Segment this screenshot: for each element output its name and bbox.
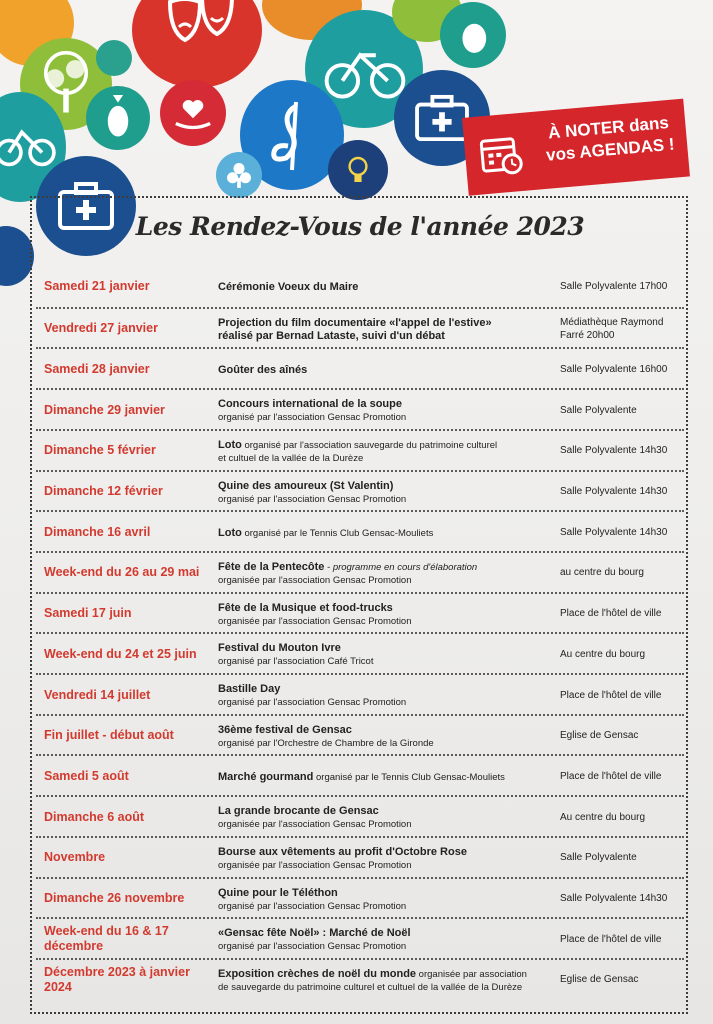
table-row: [36, 388, 684, 428]
bubble-masks: [132, 0, 262, 88]
event-details: [218, 431, 558, 471]
event-note: - programme en cours d'élaboration: [324, 561, 478, 573]
event-date: [44, 594, 216, 634]
badge-line-1: À NOTER dans: [547, 113, 670, 143]
event-date: [44, 675, 216, 715]
event-place: [560, 838, 684, 878]
table-row: [36, 754, 684, 794]
event-date: [44, 634, 216, 674]
event-place-text: Salle Polyvalente 14h30: [560, 526, 668, 538]
event-title: Projection du film documentaire «l'appel de l'estive»: [218, 316, 492, 329]
event-date: [44, 919, 216, 959]
event-place-text: Salle Polyvalente 14h30: [560, 486, 668, 497]
event-title: Goûter des aînés: [218, 363, 308, 376]
event-title: La grande brocante de Gensac: [218, 805, 379, 818]
event-title: Quine des amoureux (St Valentin): [218, 479, 394, 492]
event-details: [218, 309, 558, 349]
event-date: [44, 431, 216, 471]
event-date-text: Week-end du 26 au 29 mai: [44, 565, 200, 580]
event-date-text: Dimanche 26 novembre: [44, 891, 185, 905]
event-date-text: Dimanche 5 février: [44, 443, 156, 458]
bubble-fish-right: [440, 2, 506, 68]
event-date-text: Dimanche 12 février: [44, 484, 163, 498]
event-date-text: Samedi 17 juin: [44, 606, 132, 621]
table-row: [36, 917, 684, 957]
event-date-text: Dimanche 29 janvier: [44, 402, 165, 417]
event-date: [44, 266, 216, 306]
event-place: [560, 349, 684, 389]
event-place: [560, 431, 684, 471]
table-row: [36, 266, 684, 306]
event-title-line: [218, 559, 558, 574]
event-organizer: organisé par l'association Gensac Promotion: [218, 412, 407, 424]
theatre-masks-icon: [132, 0, 262, 88]
table-row: [36, 632, 684, 672]
event-organizer-inline: organisé par le Tennis Club Gensac-Mouliets: [241, 527, 434, 539]
event-place-text: Salle Polyvalente: [560, 852, 637, 864]
event-title-line: [218, 437, 558, 452]
event-details: [218, 349, 558, 389]
event-place-text: Eglise de Gensac: [560, 730, 639, 742]
event-details: [218, 594, 558, 634]
table-row: [36, 877, 684, 917]
event-title: Quine pour le Téléthon: [218, 886, 338, 899]
event-details: [218, 797, 558, 837]
event-title-line: [218, 525, 558, 540]
event-details: [218, 960, 558, 1000]
event-date: [44, 309, 216, 349]
event-title-line: [218, 279, 558, 294]
table-row: [36, 673, 684, 713]
table-row: [36, 510, 684, 550]
event-place-text: Salle Polyvalente 14h30: [560, 893, 668, 904]
event-title-line: [218, 966, 558, 981]
event-place-text: Place de l'hôtel de ville: [560, 933, 662, 945]
event-title: Exposition crèches de noël du monde: [218, 967, 417, 980]
event-place-text: Au centre du bourg: [560, 648, 646, 660]
fish-icon-right: [440, 2, 506, 68]
event-title: 36ème festival de Gensac: [218, 723, 352, 736]
event-title: Bourse aux vêtements au profit d'Octobre Rose: [218, 845, 467, 858]
event-details: [218, 390, 558, 430]
event-place: [560, 756, 684, 796]
event-title: Bastille Day: [218, 683, 281, 695]
event-date: [44, 512, 216, 552]
table-row: [36, 795, 684, 835]
bubble-club: [216, 152, 262, 198]
event-organizer: et cultuel de la vallée de la Durèze: [218, 452, 364, 464]
event-place-text: Eglise de Gensac: [560, 974, 639, 986]
event-place-text: Salle Polyvalente 17h00: [560, 280, 668, 292]
event-place: [560, 390, 684, 430]
event-date-text: Vendredi 14 juillet: [44, 687, 151, 702]
event-title-line: [218, 362, 558, 377]
bubble-bulb: [328, 140, 388, 200]
event-place-text: Salle Polyvalente 16h00: [560, 363, 668, 375]
table-row: [36, 551, 684, 591]
event-details: [218, 512, 558, 552]
event-title-line: [218, 640, 558, 655]
event-date: [44, 756, 216, 796]
table-row: [36, 836, 684, 876]
event-title: «Gensac fête Noël» : Marché de Noël: [218, 927, 411, 940]
event-title-line: [218, 885, 558, 900]
lightbulb-icon: [328, 140, 388, 200]
event-date: [44, 797, 216, 837]
event-details: [218, 919, 558, 959]
event-place-text: Place de l'hôtel de ville: [560, 689, 662, 701]
bubble-bulb-left: [0, 226, 34, 286]
calendar-clock-icon: [478, 131, 526, 179]
event-details: [218, 634, 558, 674]
table-row: [36, 958, 684, 998]
event-title: Loto: [218, 438, 242, 451]
event-date: [44, 472, 216, 512]
event-date-text: Dimanche 6 août: [44, 809, 145, 824]
event-organizer: organisé par l'association Gensac Promotion: [218, 697, 407, 708]
event-subtitle: réalisé par Bernad Lataste, suivi d'un débat: [218, 329, 445, 342]
event-details: [218, 879, 558, 919]
event-organizer: organisé par l'association Café Tricot: [218, 656, 374, 668]
event-date: [44, 349, 216, 389]
event-date-text: Week-end du 24 et 25 juin: [44, 646, 197, 661]
event-place: [560, 919, 684, 959]
event-date: [44, 838, 216, 878]
badge-line-2: vos AGENDAS !: [545, 134, 676, 165]
event-place: [560, 553, 684, 593]
event-organizer: organisé par l'association Gensac Promotion: [218, 900, 407, 912]
event-place: [560, 797, 684, 837]
event-date-text: Samedi 28 janvier: [44, 361, 150, 376]
event-place-text: Salle Polyvalente 14h30: [560, 445, 668, 457]
event-place: [560, 594, 684, 634]
event-title: Fête de la Pentecôte: [218, 560, 325, 573]
event-date: [44, 960, 216, 1000]
event-title: Loto: [218, 526, 242, 539]
event-organizer: organisée par l'association Gensac Promotion: [218, 859, 412, 871]
event-organizer: organisé par l'association Gensac Promotion: [218, 941, 407, 953]
table-row: [36, 429, 684, 469]
event-date-text: Dimanche 16 avril: [44, 524, 151, 539]
table-row: [36, 714, 684, 754]
heart-hand-icon: [160, 80, 226, 146]
event-organizer: organisée par l'association Gensac Promotion: [218, 819, 412, 831]
event-organizer: organisée par l'association Gensac Promotion: [218, 574, 412, 586]
event-date: [44, 716, 216, 756]
table-row: [36, 592, 684, 632]
event-place-text: Place de l'hôtel de ville: [560, 608, 662, 620]
event-date: [44, 553, 216, 593]
event-details: [218, 675, 558, 715]
event-date-text: Week-end du 16 & 17 décembre: [44, 924, 169, 954]
bubble-heart: [160, 80, 226, 146]
event-organizer: organisé par l'Orchestre de Chambre de la Gironde: [218, 737, 434, 749]
event-place-text: Place de l'hôtel de ville: [560, 770, 662, 782]
event-title: Cérémonie Voeux du Maire: [218, 280, 359, 293]
event-place-text: Au centre du bourg: [560, 811, 646, 823]
event-details: [218, 472, 558, 512]
agenda-badge: [462, 99, 690, 196]
event-place-text: Salle Polyvalente: [560, 404, 637, 416]
event-place: [560, 879, 684, 919]
table-row: [36, 347, 684, 387]
event-title-line: [218, 478, 558, 493]
bubble-teal-small: [96, 40, 132, 76]
event-title: Marché gourmand: [218, 770, 314, 783]
event-date-text: Samedi 21 janvier: [44, 278, 150, 293]
event-place-text: Médiathèque Raymond Farré 20h00: [560, 316, 664, 341]
event-details: [218, 756, 558, 796]
table-row: [36, 470, 684, 510]
event-details: [218, 266, 558, 306]
event-details: [218, 716, 558, 756]
event-place: [560, 960, 684, 1000]
event-place: [560, 266, 684, 306]
event-title: Concours international de la soupe: [218, 398, 402, 411]
event-title-line: [218, 722, 558, 737]
event-date-text: Vendredi 27 janvier: [44, 321, 158, 336]
event-title-line: [218, 600, 558, 615]
event-title: Festival du Mouton Ivre: [218, 642, 341, 655]
event-title-line: [218, 315, 558, 330]
event-title-line: [218, 769, 558, 784]
event-details: [218, 838, 558, 878]
event-details: [218, 553, 558, 593]
table-row: [36, 307, 684, 347]
event-title-line: [218, 681, 558, 696]
fish-icon: [86, 86, 150, 150]
event-date: [44, 879, 216, 919]
event-organizer: organisée par l'association Gensac Promotion: [218, 615, 412, 627]
event-organizer-inline: organisé par l'association sauvegarde du patrimoine culturel: [241, 439, 498, 451]
event-title-line: [218, 396, 558, 411]
event-title-line: [218, 803, 558, 818]
event-place: [560, 634, 684, 674]
event-organizer-inline: organisé par le Tennis Club Gensac-Mouliets: [313, 771, 505, 783]
event-organizer: organisé par l'association Gensac Promotion: [218, 493, 407, 505]
event-title: Fête de la Musique et food-trucks: [218, 601, 393, 614]
event-date: [44, 390, 216, 430]
event-date-text: Décembre 2023 à janvier 2024: [44, 964, 190, 994]
event-place: [560, 309, 684, 349]
event-organizer: de sauvegarde du patrimoine culturel et cultuel de la vallée de la Durèze: [218, 981, 523, 993]
event-date-text: Samedi 5 août: [44, 768, 129, 783]
event-date-text: Fin juillet - début août: [44, 728, 174, 743]
event-place: [560, 716, 684, 756]
event-title-line: [218, 925, 558, 940]
event-organizer-inline: organisée par association: [416, 968, 527, 980]
event-title-line: [218, 844, 558, 859]
page-title: Les Rendez-Vous de l'année 2023: [135, 212, 585, 241]
event-place-text: au centre du bourg: [560, 567, 644, 579]
event-place: [560, 675, 684, 715]
club-suit-icon: [216, 152, 262, 198]
event-place: [560, 512, 684, 552]
event-place: [560, 472, 684, 512]
bubble-fish-left: [86, 86, 150, 150]
event-date-text: Novembre: [44, 850, 106, 865]
